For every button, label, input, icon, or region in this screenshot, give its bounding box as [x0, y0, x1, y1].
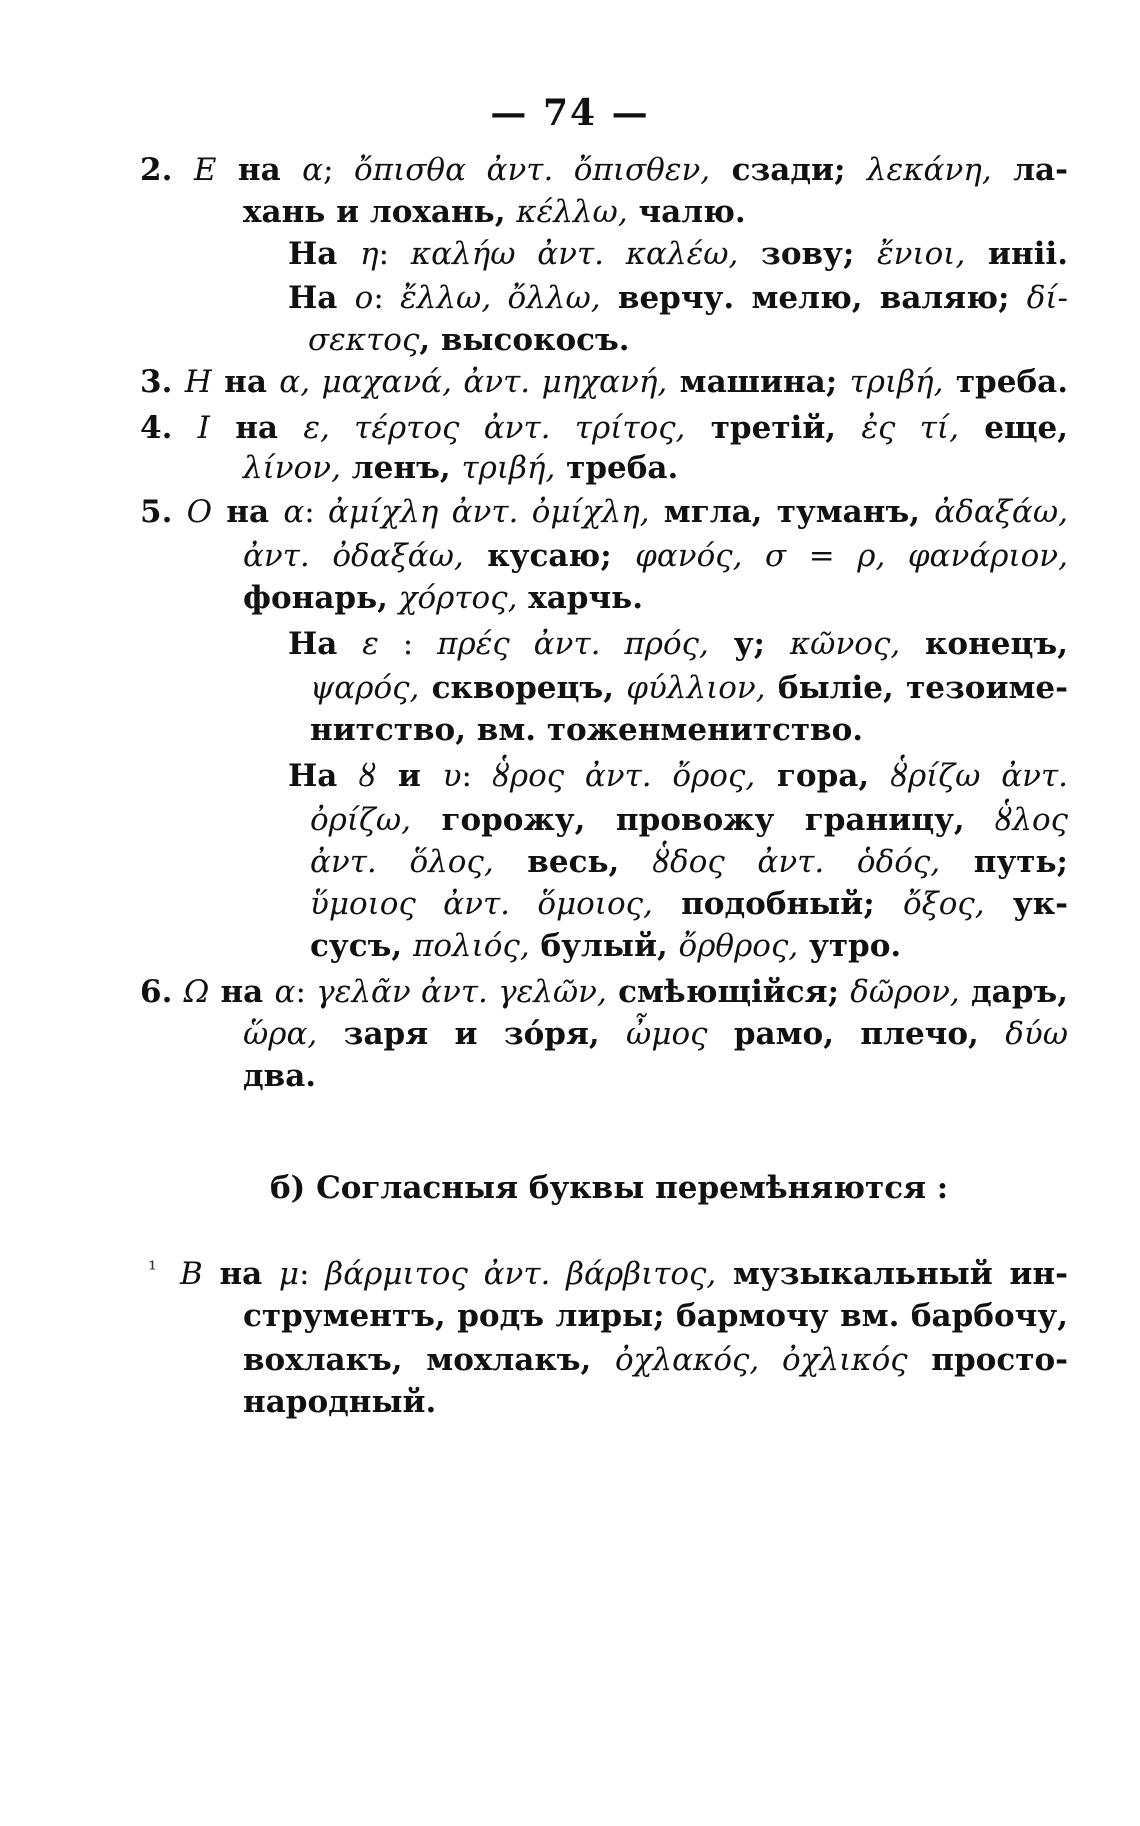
- text-line: 5. Ο на α: ἀμίχλη ἀντ. ὀμίχλη, мгла, туманъ, ἀδαξάω,: [140, 494, 1068, 530]
- text-line: ἀντ. ὅλος, весь, ȣ̔δος ἀντ. ὁδός, путь;: [310, 844, 1068, 880]
- text-line: струментъ, родъ лиры; бармочу вм. барбочу,: [243, 1298, 1068, 1334]
- letter: Ε: [193, 152, 217, 188]
- text-line: ἀντ. ὀδαξάω, кусаю; φανός, σ = ρ, φανάριον,: [243, 538, 1068, 574]
- text-line: 4. Ι на ε, τέρτος ἀντ. τρίτος, третій, ἐς τί, еще,: [140, 410, 1069, 446]
- text-line: вохлакъ, мохлакъ, ὀχλακός, ὀχλικός просто-: [243, 1342, 1068, 1378]
- page-number: — 74 —: [490, 92, 650, 134]
- text-line: хань и лохань, κέλλω, чалю.: [243, 194, 746, 230]
- text-line: фонарь, χόρτος, харчь.: [243, 580, 643, 616]
- text-line: нитство, вм. тоженменитство.: [310, 712, 864, 748]
- text-line: ψαρός, скворецъ, φύλλιον, быліе, тезоиме-: [310, 670, 1068, 706]
- text-line: На ȣ и υ: ȣ̔ρος ἀντ. ὄρος, гора, ȣ̔ρίζω ἀντ.: [288, 758, 1068, 794]
- text-line: В на μ: βάρμιτος ἀντ. βάρβιτος, музыкальный ин-: [180, 1256, 1068, 1292]
- text-line: народный.: [243, 1384, 437, 1420]
- text-line: λίνον, ленъ, τριβή, треба.: [243, 450, 679, 486]
- text-line: ὥρα, заря и зóря, ὦμος рамо, плечо, δύω: [243, 1016, 1068, 1052]
- text-line: 6. Ω на α: γελᾶν ἀντ. γελῶν, смѣющійся; δῶρον, даръ,: [140, 974, 1068, 1010]
- text-line: 3. Η на α, μαχανά, ἀντ. μηχανή, машина; τριβή, треба.: [140, 364, 1068, 400]
- text-line: сусъ, πολιός, булый, ὄρθρος, утро.: [310, 928, 902, 964]
- text-line: ὀρίζω, горожу, провожу границу, ȣ̔λος: [310, 802, 1068, 838]
- text-line: На ε : πρές ἀντ. πρός, у; κῶνος, конецъ,: [288, 626, 1068, 662]
- section-heading: б) Согласныя буквы перемѣняются :: [270, 1170, 949, 1206]
- text-line: два.: [243, 1058, 317, 1094]
- text-line: σεκτος, высокосъ.: [308, 322, 630, 358]
- text-line: На η: καλήω ἀντ. καλέω, зову; ἔνιοι, иніі.: [288, 236, 1068, 272]
- margin-mark: ¹: [148, 1258, 157, 1283]
- text-line: 2. Ε на α; ὄπισθα ἀντ. ὄπισθεν, сзади; λεκάνη, ла-: [140, 152, 1068, 188]
- text-line: На ο: ἔλλω, ὄλλω, верчу. мелю, валяю; δί-: [288, 280, 1068, 316]
- text-line: ὕμοιος ἀντ. ὅμοιος, подобный; ὄξος, ук-: [310, 886, 1068, 922]
- item-number: 2.: [140, 152, 194, 188]
